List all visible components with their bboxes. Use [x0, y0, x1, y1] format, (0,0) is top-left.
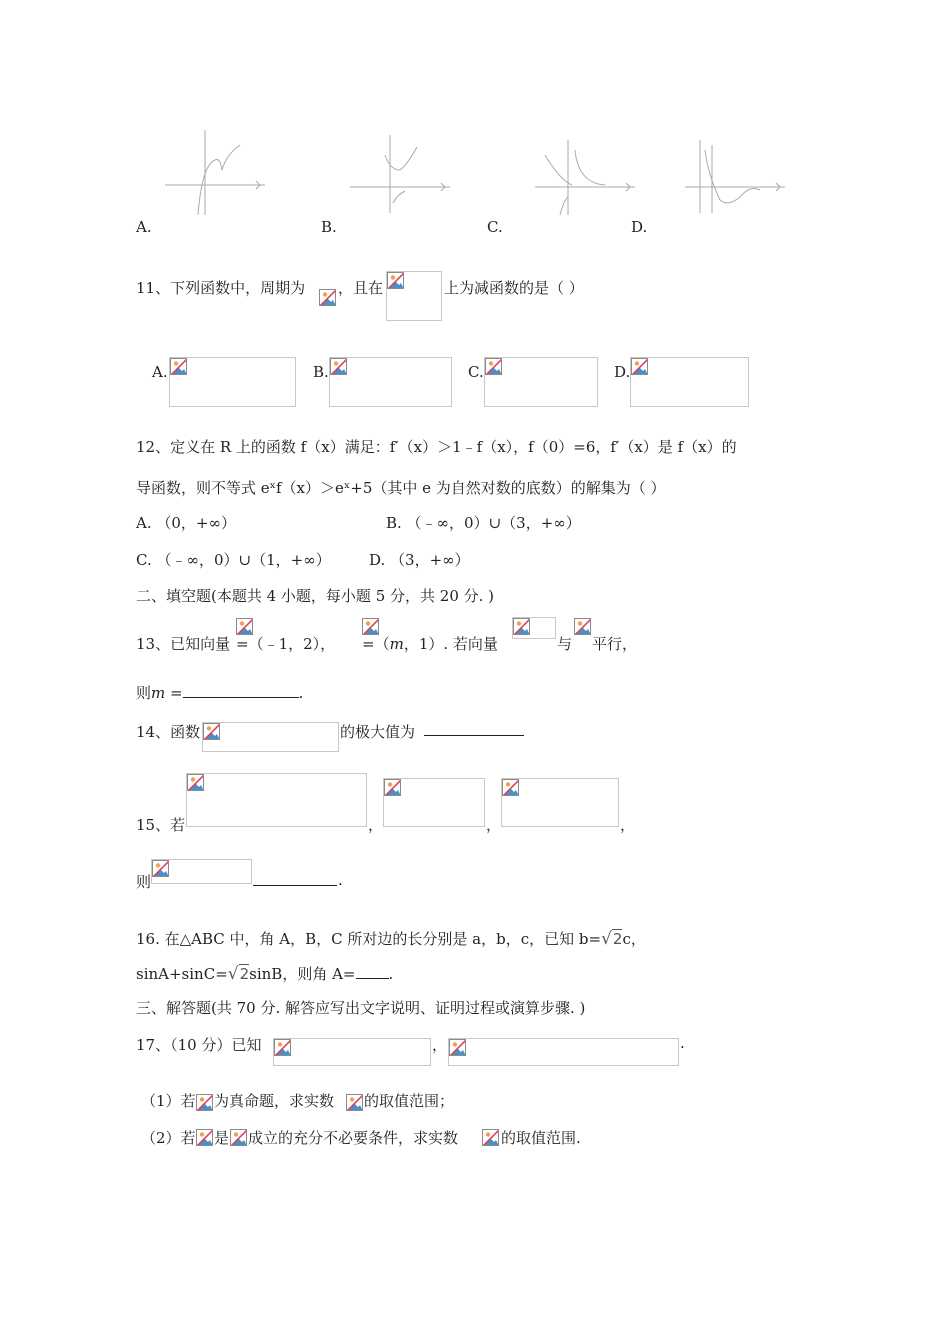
q13-period: .: [298, 684, 304, 702]
q15-comma-3: ，: [620, 816, 636, 834]
q16-text-b: c，: [622, 930, 646, 948]
q17-part-2-a: （2）若: [141, 1129, 196, 1147]
q14-text-b: 的极大值为: [340, 723, 416, 741]
q13-text-d: ，1）. 若向量: [403, 635, 498, 653]
q13-text-c: =（: [362, 635, 390, 653]
q11-option-d-label: D.: [614, 363, 631, 381]
broken-image-icon: [482, 1129, 499, 1146]
q13-m-variable: m: [151, 684, 166, 702]
broken-image-icon: [319, 289, 336, 306]
q13-equals: =: [165, 684, 183, 702]
broken-image-icon: [384, 779, 401, 796]
broken-image-icon: [152, 860, 169, 877]
q16-text-a: 16. 在△ABC 中，角 A，B，C 所对边的长分别是 a，b，c，已知 b=: [136, 930, 602, 948]
broken-image-icon: [330, 358, 347, 375]
q15-formula-1: [186, 773, 367, 827]
q12-option-a: A. （0，+∞）: [136, 514, 236, 532]
q17-text-a: 17、（10 分）已知: [136, 1036, 262, 1054]
q17-proposition-q: [448, 1038, 679, 1066]
graph-a: [160, 125, 270, 220]
broken-image-icon: [485, 358, 502, 375]
broken-image-icon: [502, 779, 519, 796]
q11-option-b-label: B.: [313, 363, 329, 381]
q17-part-1-a: （1）若: [141, 1092, 196, 1110]
broken-image-icon: [196, 1094, 213, 1111]
broken-image-icon: [274, 1039, 291, 1056]
graph-label-a: A.: [136, 218, 152, 236]
q15-answer-blank: [253, 871, 337, 886]
q11-option-c-label: C.: [468, 363, 484, 381]
q17-part-2-d: 的取值范围.: [501, 1129, 581, 1147]
q13-text-b: =（﹣1，2），: [236, 635, 336, 653]
q16-period: .: [388, 965, 394, 983]
q11-option-a-label: A.: [152, 363, 168, 381]
section-2-heading: 二、填空题(本题共 4 小题，每小题 5 分，共 20 分. ): [136, 587, 495, 605]
broken-image-icon: [574, 618, 591, 635]
q13-text-e: 与: [557, 635, 573, 653]
q11-text-b: ，且在: [338, 279, 384, 297]
broken-image-icon: [187, 774, 204, 791]
broken-image-icon: [449, 1039, 466, 1056]
q16-sqrt-value: 2: [239, 965, 250, 983]
q17-part-2-c: 成立的充分不必要条件，求实数: [248, 1129, 459, 1147]
q14-answer-blank: [424, 721, 524, 736]
q11-text-c: 上为减函数的是（ ）: [444, 279, 584, 297]
q12-option-b: B. （﹣∞，0）∪（3，+∞）: [386, 514, 581, 532]
q12-option-d: D. （3，+∞）: [369, 551, 470, 569]
sqrt-symbol: √2: [227, 964, 250, 984]
q12-option-c: C. （﹣∞，0）∪（1，+∞）: [136, 551, 331, 569]
graph-c: [530, 125, 640, 220]
q15-comma-1: ，: [368, 816, 384, 834]
q14-function-formula: [202, 722, 339, 752]
broken-image-icon: [196, 1129, 213, 1146]
q16-line-2-b: sinB，则角 A=: [249, 965, 356, 983]
broken-image-icon: [346, 1094, 363, 1111]
sqrt-symbol: √2: [601, 929, 623, 949]
q17-proposition-p: [273, 1038, 431, 1066]
q16-line-2-a: sinA+sinC=: [136, 965, 228, 983]
broken-image-icon: [631, 358, 648, 375]
graph-label-b: B.: [321, 218, 337, 236]
q13-text-f: 平行，: [592, 635, 638, 653]
broken-image-icon: [203, 723, 220, 740]
graph-d: [680, 125, 790, 220]
broken-image-icon: [170, 358, 187, 375]
q15-comma-2: ，: [486, 816, 502, 834]
q17-part-1-b: 为真命题，求实数: [214, 1092, 335, 1110]
q15-line-2-prefix: 则: [136, 873, 152, 891]
graph-label-c: C.: [487, 218, 503, 236]
q17-part-2-b: 是: [214, 1129, 230, 1147]
graph-b: [345, 125, 455, 220]
q14-text-a: 14、函数: [136, 723, 201, 741]
broken-image-icon: [513, 618, 530, 635]
q11-option-b-formula: [329, 357, 452, 407]
broken-image-icon: [387, 272, 404, 289]
q16-answer-blank: [356, 964, 389, 979]
q17-period: .: [680, 1034, 685, 1052]
graph-label-d: D.: [631, 218, 648, 236]
q17-comma: ，: [432, 1036, 448, 1054]
broken-image-icon: [230, 1129, 247, 1146]
q13-m-variable: m: [389, 635, 404, 653]
q13-answer-blank: [183, 683, 299, 698]
section-3-heading: 三、解答题(共 70 分. 解答应写出文字说明、证明过程或演算步骤. ): [136, 999, 586, 1017]
q15-text-a: 15、若: [136, 816, 186, 834]
q13-line-2-prefix: 则: [136, 684, 152, 702]
q11-option-a-formula: [169, 357, 296, 407]
q11-text-a: 11、下列函数中，周期为: [136, 279, 306, 297]
q12-line-1: 12、定义在 R 上的函数 f（x）满足：f′（x）＞1﹣f（x），f（0）=6，f′（x）是 f（x）的: [136, 438, 737, 456]
q16-sqrt-value: 2: [612, 930, 623, 948]
q15-period: .: [338, 871, 343, 889]
q12-line-2: 导函数，则不等式 eˣf（x）＞eˣ+5（其中 e 为自然对数的底数）的解集为（ ）: [136, 479, 666, 497]
q17-part-1-c: 的取值范围；: [364, 1092, 455, 1110]
q13-text-a: 13、已知向量: [136, 635, 231, 653]
